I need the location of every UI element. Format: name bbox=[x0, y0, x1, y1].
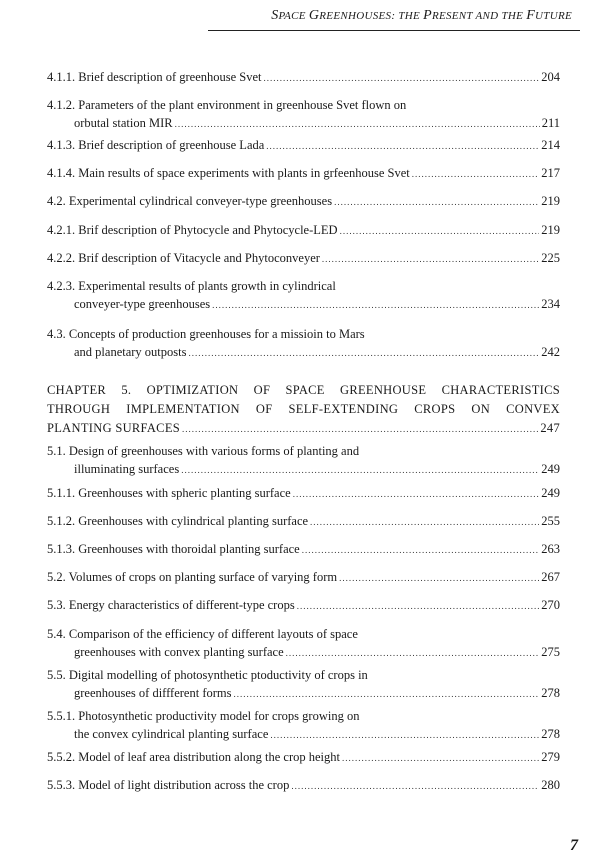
entry-page-number: 278 bbox=[541, 686, 560, 700]
toc-line bbox=[47, 442, 560, 460]
toc-line bbox=[47, 748, 560, 766]
entry-title: 4.2.3. Experimental results of plants growth in cylindrical bbox=[47, 279, 336, 293]
dot-leader bbox=[342, 749, 539, 767]
toc-line bbox=[47, 164, 560, 182]
running-head-part: PACE bbox=[278, 10, 309, 22]
dot-leader bbox=[212, 296, 539, 314]
entry-title: 5.3. Energy characteristics of different-type crops bbox=[47, 598, 295, 612]
entry-page-number: 270 bbox=[541, 598, 560, 612]
entry-page-number: 219 bbox=[541, 223, 560, 237]
toc-line bbox=[47, 325, 560, 343]
entry-page-number: 219 bbox=[541, 194, 560, 208]
entry-title: 5.2. Volumes of crops on planting surface of varying form bbox=[47, 570, 338, 584]
page-number: 7 bbox=[570, 837, 578, 854]
toc-entry bbox=[47, 666, 560, 702]
toc-entry bbox=[47, 707, 560, 743]
toc-entry bbox=[47, 192, 560, 210]
dot-leader bbox=[340, 222, 540, 240]
toc-line bbox=[47, 192, 560, 210]
toc-line bbox=[47, 249, 560, 267]
toc-entry bbox=[47, 164, 560, 182]
entry-title: 5.1.2. Greenhouses with cylindrical planting surface bbox=[47, 514, 309, 528]
dot-leader bbox=[286, 644, 540, 662]
chapter-title-line: THROUGH IMPLEMENTATION OF SELF-EXTENDING CROPS ON CONVEX bbox=[47, 402, 560, 416]
entry-page-number: 275 bbox=[541, 645, 560, 659]
toc-line bbox=[47, 540, 560, 558]
entry-title: 4.2. Experimental cylindrical conveyer-type greenhouses bbox=[47, 194, 333, 208]
running-head bbox=[271, 8, 572, 24]
entry-title: 4.1.2. Parameters of the plant environment in greenhouse Svet flown on bbox=[47, 98, 407, 112]
toc-line bbox=[47, 568, 560, 586]
toc-entry bbox=[47, 748, 560, 766]
dot-leader bbox=[270, 726, 539, 744]
chapter-page-number: 247 bbox=[540, 421, 560, 435]
entry-title: 4.1.3. Brief description of greenhouse Lada bbox=[47, 138, 265, 152]
entry-page-number: 234 bbox=[541, 297, 560, 311]
running-head-part: F bbox=[526, 8, 536, 23]
toc-entry bbox=[47, 625, 560, 661]
entry-title: 5.1.1. Greenhouses with spheric planting surface bbox=[47, 486, 291, 500]
toc-entry bbox=[47, 484, 560, 502]
entry-title: 5.5.1. Photosynthetic productivity model for crops growing on bbox=[47, 709, 360, 723]
entry-page-number: 255 bbox=[541, 514, 560, 528]
dot-leader bbox=[266, 137, 539, 155]
entry-title: and planetary outposts bbox=[74, 345, 187, 359]
entry-title: the convex cylindrical planting surface bbox=[74, 727, 269, 741]
entry-page-number: 217 bbox=[541, 166, 560, 180]
dot-leader bbox=[233, 685, 539, 703]
dot-leader bbox=[182, 420, 538, 439]
toc-entry bbox=[47, 136, 560, 154]
dot-leader bbox=[264, 69, 540, 87]
entry-page-number: 242 bbox=[541, 345, 560, 359]
entry-title: 5.4. Comparison of the efficiency of different layouts of space bbox=[47, 627, 358, 641]
entry-page-number: 211 bbox=[541, 116, 560, 130]
toc-line bbox=[47, 776, 560, 794]
toc-entry bbox=[47, 512, 560, 530]
dot-leader bbox=[310, 513, 539, 531]
entry-title: 5.5. Digital modelling of photosynthetic ptoductivity of crops in bbox=[47, 668, 368, 682]
toc-entry bbox=[47, 568, 560, 586]
header-rule bbox=[208, 30, 580, 31]
entry-title: orbutal station MIR bbox=[74, 116, 173, 130]
toc-line bbox=[47, 277, 560, 295]
entry-title: 5.1.3. Greenhouses with thoroidal planting surface bbox=[47, 542, 300, 556]
entry-title: 5.1. Design of greenhouses with various forms of planting and bbox=[47, 444, 360, 458]
running-head-part: G bbox=[308, 8, 320, 23]
toc-line bbox=[47, 484, 560, 502]
entry-title: 4.2.2. Brif description of Vitacycle and Phytoconveyer bbox=[47, 251, 320, 265]
toc-entry bbox=[47, 277, 560, 313]
toc-entry bbox=[47, 596, 560, 614]
toc-entry bbox=[47, 221, 560, 239]
toc-entry bbox=[47, 540, 560, 558]
entry-title: 4.1.4. Main results of space experiments with plants in grfeenhouse Svet bbox=[47, 166, 410, 180]
toc-line bbox=[47, 96, 560, 114]
toc-line bbox=[47, 295, 560, 313]
toc-line bbox=[47, 684, 560, 702]
entry-page-number: 263 bbox=[541, 542, 560, 556]
toc-line bbox=[47, 725, 560, 743]
entry-page-number: 267 bbox=[541, 570, 560, 584]
chapter-title-line: CHAPTER 5. OPTIMIZATION OF SPACE GREENHOUSE CHARACTERISTICS bbox=[47, 383, 560, 397]
toc-line bbox=[47, 68, 560, 86]
dot-leader bbox=[322, 250, 539, 268]
toc-line bbox=[47, 512, 560, 530]
entry-page-number: 279 bbox=[541, 750, 560, 764]
dot-leader bbox=[293, 485, 540, 503]
toc-line bbox=[47, 114, 560, 132]
running-head-part: S bbox=[271, 8, 279, 23]
entry-title: 5.5.2. Model of leaf area distribution along the crop height bbox=[47, 750, 340, 764]
dot-leader bbox=[412, 165, 539, 183]
toc-entry bbox=[47, 249, 560, 267]
entry-page-number: 204 bbox=[541, 70, 560, 84]
entry-title: illuminating surfaces bbox=[74, 462, 180, 476]
entry-page-number: 249 bbox=[541, 486, 560, 500]
toc-line bbox=[47, 596, 560, 614]
toc-entry bbox=[47, 68, 560, 86]
entry-title: conveyer-type greenhouses bbox=[74, 297, 211, 311]
dot-leader bbox=[302, 541, 540, 559]
entry-title: 4.1.1. Brief description of greenhouse Svet bbox=[47, 70, 262, 84]
chapter-title-line: PLANTING SURFACES bbox=[47, 421, 181, 435]
entry-title: 4.3. Concepts of production greenhouses for a missioin to Mars bbox=[47, 327, 365, 341]
toc-line bbox=[47, 460, 560, 478]
running-head-part: UTURE bbox=[535, 10, 572, 22]
toc-entry bbox=[47, 325, 560, 361]
dot-leader bbox=[334, 193, 539, 211]
running-head-part: RESENT AND THE bbox=[431, 10, 527, 22]
entry-title: 5.5.3. Model of light distribution across the crop bbox=[47, 778, 290, 792]
dot-leader bbox=[291, 777, 539, 795]
toc-entry bbox=[47, 96, 560, 132]
entry-title: greenhouses with convex planting surface bbox=[74, 645, 284, 659]
toc-entry bbox=[47, 442, 560, 478]
running-head-part: P bbox=[423, 8, 432, 23]
dot-leader bbox=[175, 115, 540, 133]
toc-line bbox=[47, 419, 560, 438]
toc-line bbox=[47, 666, 560, 684]
toc-line bbox=[47, 625, 560, 643]
toc-line bbox=[47, 136, 560, 154]
entry-page-number: 225 bbox=[541, 251, 560, 265]
toc-line bbox=[47, 343, 560, 361]
entry-title: greenhouses of diffferent forms bbox=[74, 686, 232, 700]
running-head-part: REENHOUSES: THE bbox=[319, 10, 424, 22]
toc-line bbox=[47, 707, 560, 725]
toc-line bbox=[47, 221, 560, 239]
entry-page-number: 278 bbox=[541, 727, 560, 741]
toc-line bbox=[47, 643, 560, 661]
dot-leader bbox=[188, 344, 539, 362]
dot-leader bbox=[181, 461, 539, 479]
entry-page-number: 280 bbox=[541, 778, 560, 792]
dot-leader bbox=[297, 597, 540, 615]
entry-title: 4.2.1. Brif description of Phytocycle and Phytocycle-LED bbox=[47, 223, 338, 237]
entry-page-number: 214 bbox=[541, 138, 560, 152]
toc-entry bbox=[47, 776, 560, 794]
entry-page-number: 249 bbox=[541, 462, 560, 476]
dot-leader bbox=[339, 569, 539, 587]
chapter-heading bbox=[47, 381, 560, 438]
